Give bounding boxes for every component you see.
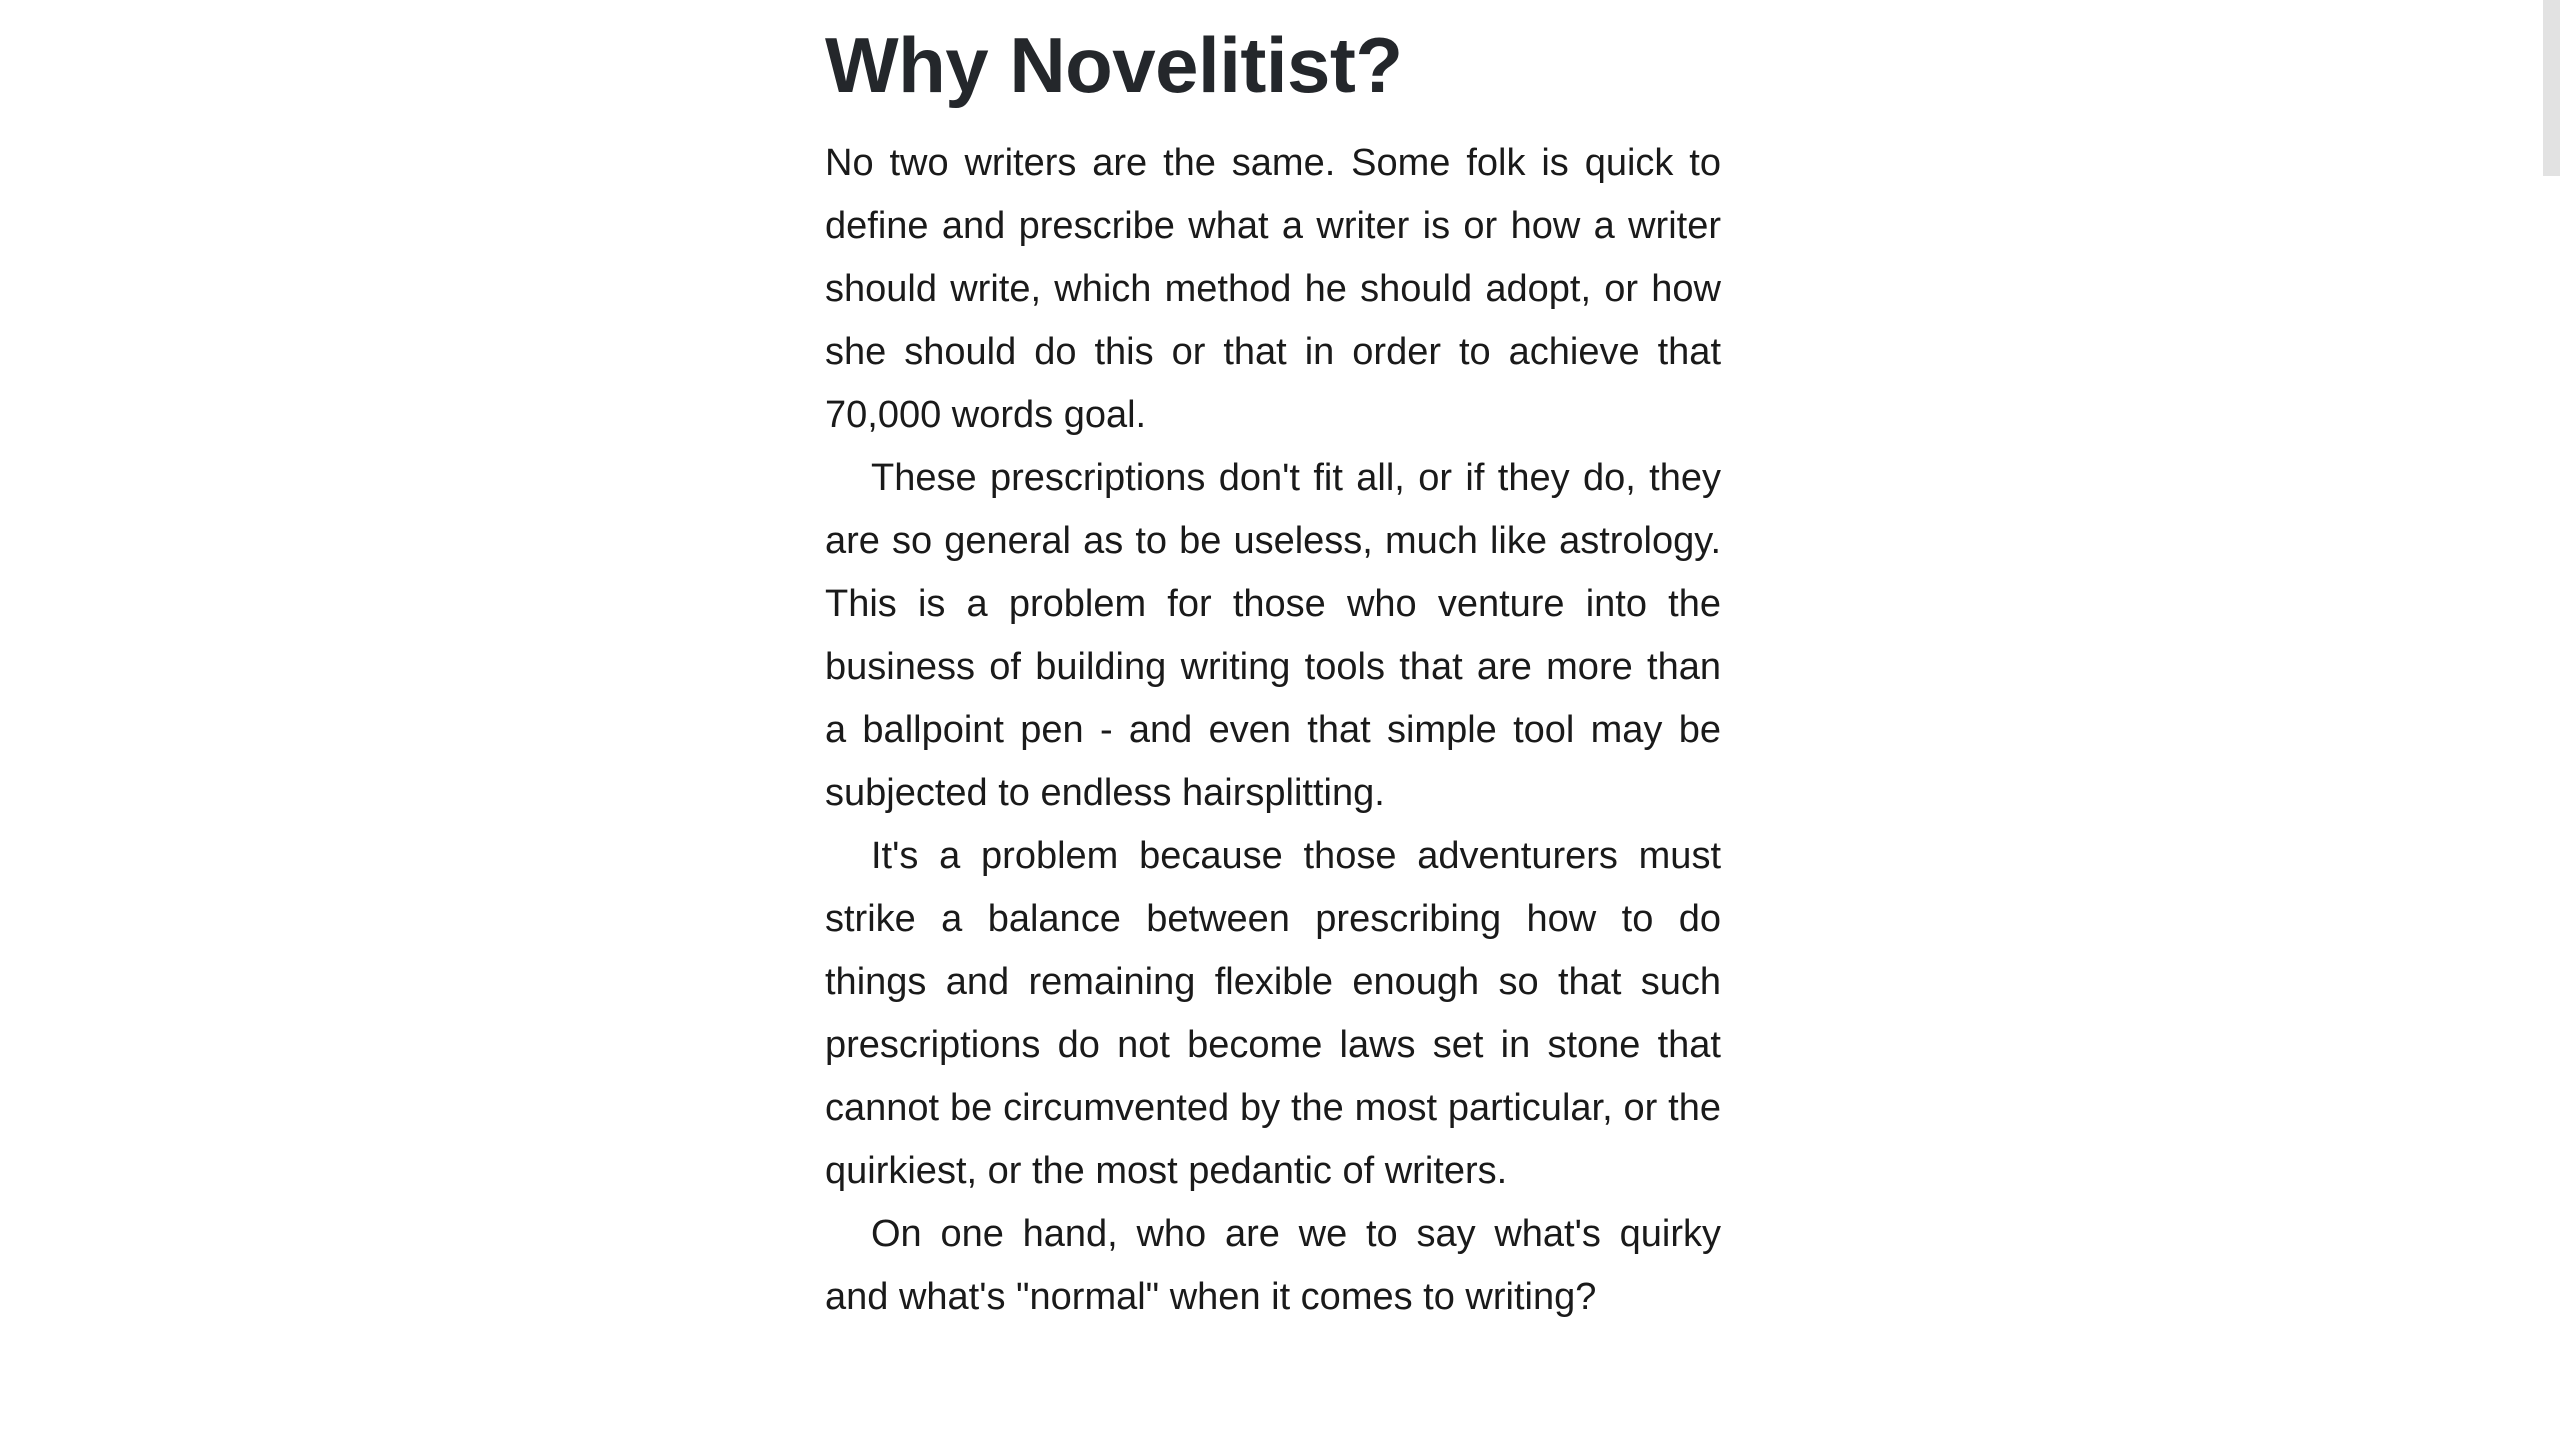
- reader-document: [825, 0, 1721, 1329]
- paragraph: It's a problem because those adventurers must strike a balance between prescribing how to do things and remaining flexible enough so that such prescriptions do not become laws set in stone that cannot be circumvented by the most particular, or the quirkiest, or the most pedantic of writers.: [825, 835, 1721, 1192]
- page-title: Why Novelitist?: [825, 21, 1403, 109]
- article-body: [825, 104, 1721, 1329]
- vertical-scrollbar[interactable]: [2543, 0, 2560, 1440]
- paragraph: No two writers are the same. Some folk is quick to define and prescribe what a writer is or how a writer should write, which method he should adopt, or how she should do this or that in order to achieve that 70,000 words goal.: [825, 142, 1721, 436]
- paragraph: These prescriptions don't fit all, or if they do, they are so general as to be useless, much like astrology. This is a problem for those who venture into the business of building writing tools that are more than a ballpoint pen - and even that simple tool may be subjected to endless hairsplitting.: [825, 457, 1721, 814]
- vertical-scrollbar-thumb[interactable]: [2543, 0, 2560, 176]
- paragraph: On one hand, who are we to say what's quirky and what's "normal" when it comes to writing?: [825, 1213, 1721, 1318]
